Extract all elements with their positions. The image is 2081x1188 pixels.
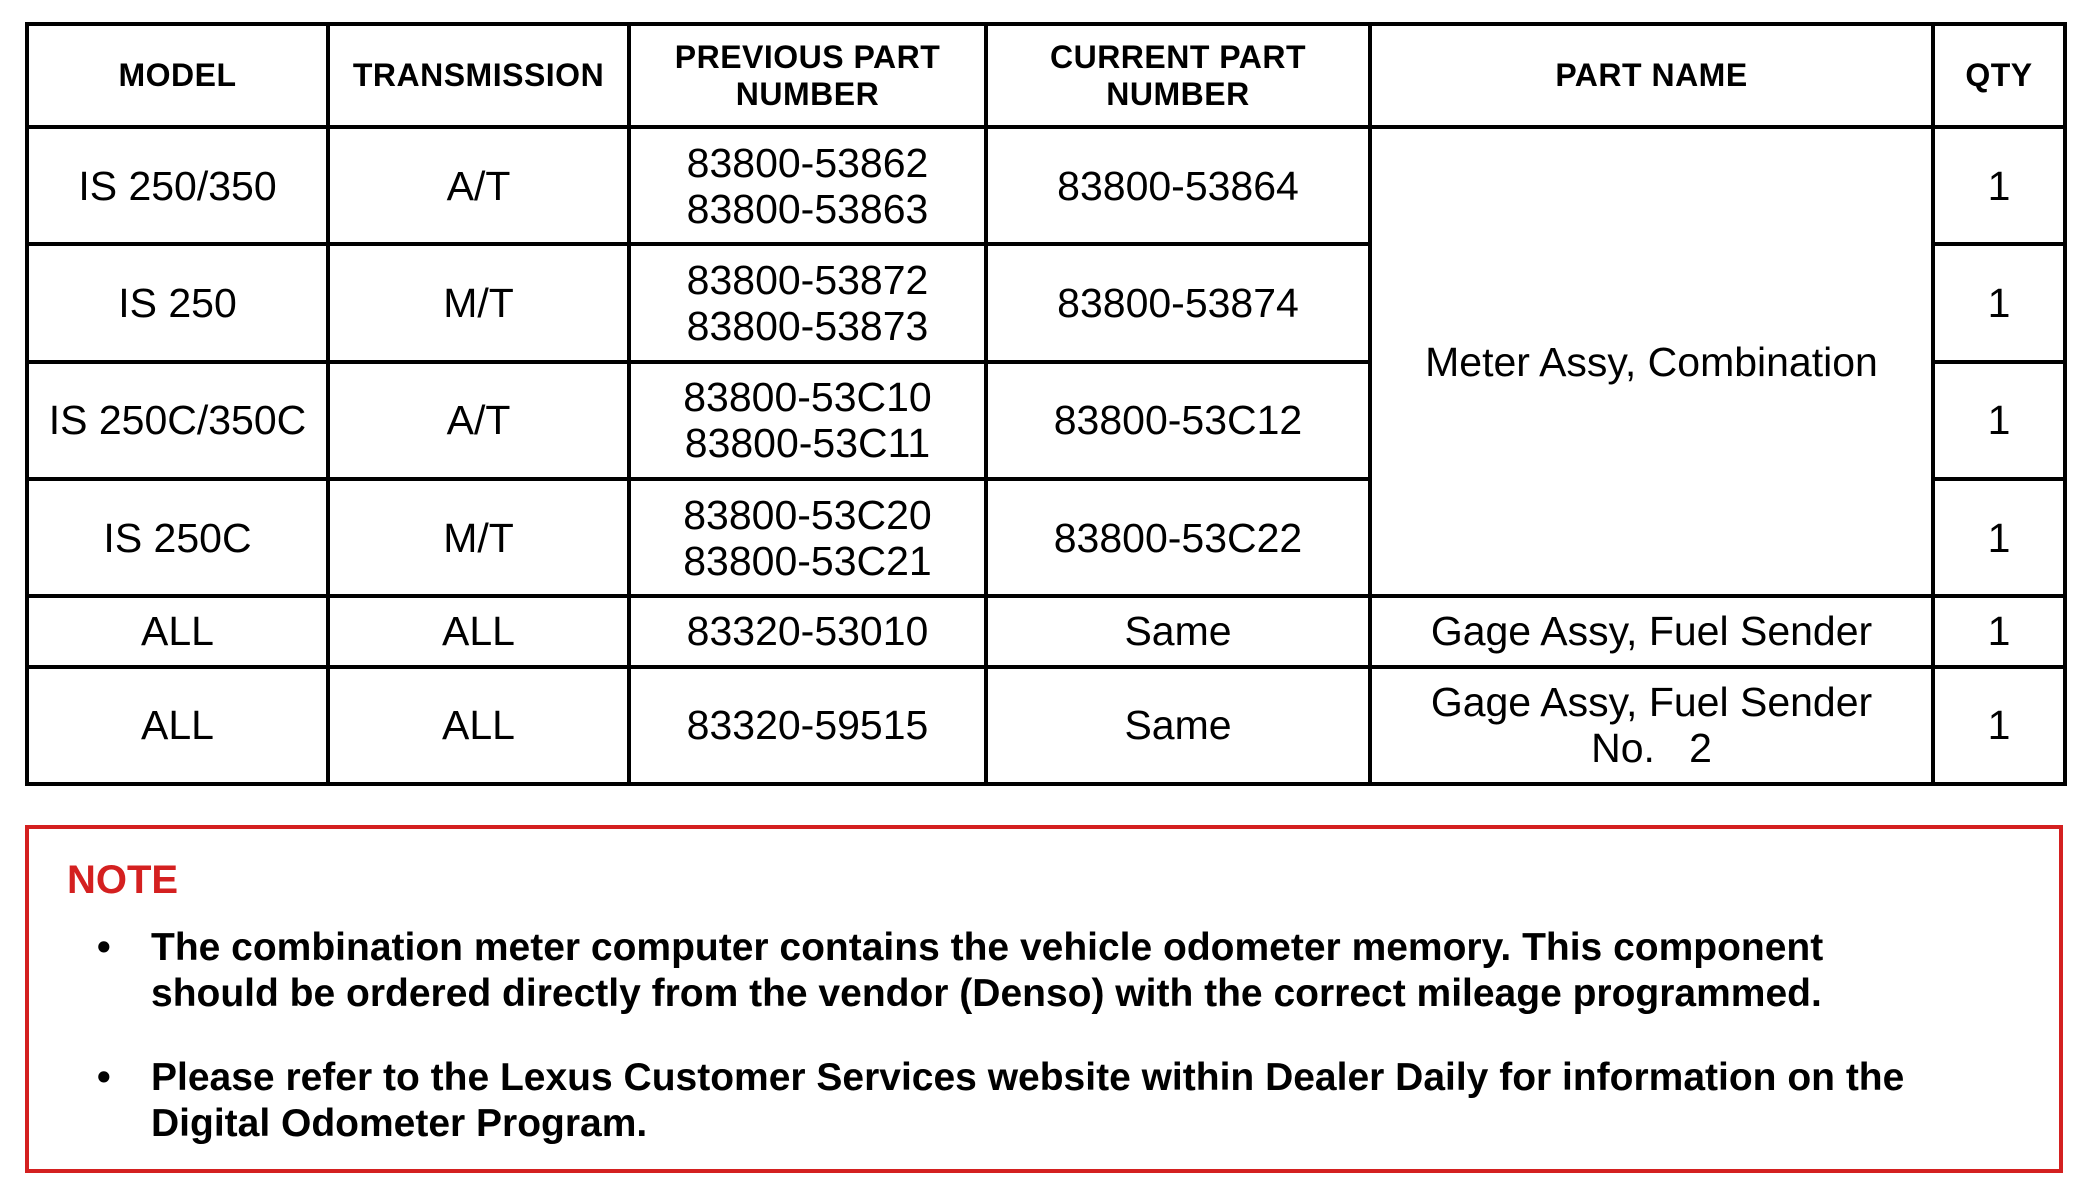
cell-qty: 1 [1933, 596, 2065, 666]
table-row [27, 596, 2065, 666]
table-row [27, 127, 2065, 244]
header-qty: QTY [1933, 24, 2065, 127]
cell-previous-part [629, 362, 986, 479]
cell-model: ALL [27, 596, 328, 666]
previous-part-number: 83800-53C10 [683, 374, 932, 421]
cell-previous-part: 83320-53010 [629, 596, 986, 666]
previous-part-number: 83800-53872 [686, 257, 929, 304]
cell-model: ALL [27, 667, 328, 784]
cell-model: IS 250/350 [27, 127, 328, 244]
note-item [29, 925, 2059, 1017]
cell-current-part: Same [986, 596, 1370, 666]
cell-part-name-merged: Meter Assy, Combination [1370, 127, 1933, 596]
header-previous-part-number [629, 24, 986, 127]
cell-previous-part [629, 127, 986, 244]
previous-part-number: 83800-53862 [686, 139, 929, 186]
header-model: MODEL [27, 24, 328, 127]
cell-current-part: 83800-53874 [986, 244, 1370, 361]
cell-model: IS 250 [27, 244, 328, 361]
part-name-line2: No. 2 [1591, 725, 1712, 772]
cell-model: IS 250C [27, 479, 328, 596]
cell-previous-part [629, 479, 986, 596]
cell-current-part: 83800-53C12 [986, 362, 1370, 479]
header-row [27, 24, 2065, 127]
cell-part-name [1370, 667, 1933, 784]
note-title: NOTE [67, 858, 179, 902]
cell-transmission: M/T [328, 479, 629, 596]
cell-current-part: Same [986, 667, 1370, 784]
cell-transmission: A/T [328, 127, 629, 244]
header-current-part-number [986, 24, 1370, 127]
cell-qty: 1 [1933, 127, 2065, 244]
previous-part-number: 83800-53C20 [683, 491, 932, 538]
cell-transmission: M/T [328, 244, 629, 361]
header-transmission: TRANSMISSION [328, 24, 629, 127]
table-row [27, 667, 2065, 784]
header-current-line2: NUMBER [1106, 75, 1250, 112]
header-previous-line1: PREVIOUS PART [674, 38, 941, 75]
previous-part-number: 83800-53C11 [684, 420, 931, 467]
cell-model: IS 250C/350C [27, 362, 328, 479]
header-previous-line2: NUMBER [735, 75, 880, 112]
cell-transmission: ALL [328, 667, 629, 784]
note-box [25, 825, 2063, 1173]
cell-transmission: ALL [328, 596, 629, 666]
note-line: Digital Odometer Program. [151, 1102, 648, 1145]
note-line: The combination meter computer contains the vehicle odometer memory. This component [151, 926, 1824, 969]
note-list [29, 925, 2059, 1185]
cell-qty: 1 [1933, 667, 2065, 784]
note-line: should be ordered directly from the vendor (Denso) with the correct mileage programmed. [151, 972, 1822, 1015]
cell-current-part: 83800-53C22 [986, 479, 1370, 596]
part-name-line1: Gage Assy, Fuel Sender [1430, 679, 1873, 726]
bullet-icon: • [97, 1056, 111, 1099]
cell-qty: 1 [1933, 479, 2065, 596]
note-item [29, 1055, 2059, 1147]
bullet-icon: • [97, 926, 111, 969]
cell-part-name: Gage Assy, Fuel Sender [1370, 596, 1933, 666]
cell-qty: 1 [1933, 362, 2065, 479]
cell-current-part: 83800-53864 [986, 127, 1370, 244]
header-current-line1: CURRENT PART [1049, 38, 1307, 75]
parts-table [25, 22, 2067, 786]
cell-qty: 1 [1933, 244, 2065, 361]
previous-part-number: 83800-53863 [686, 185, 929, 232]
cell-transmission: A/T [328, 362, 629, 479]
cell-previous-part: 83320-59515 [629, 667, 986, 784]
cell-previous-part [629, 244, 986, 361]
note-line: Please refer to the Lexus Customer Services website within Dealer Daily for information on the [151, 1056, 1905, 1099]
header-part-name: PART NAME [1370, 24, 1933, 127]
previous-part-number: 83800-53C21 [683, 537, 932, 584]
previous-part-number: 83800-53873 [686, 303, 929, 350]
